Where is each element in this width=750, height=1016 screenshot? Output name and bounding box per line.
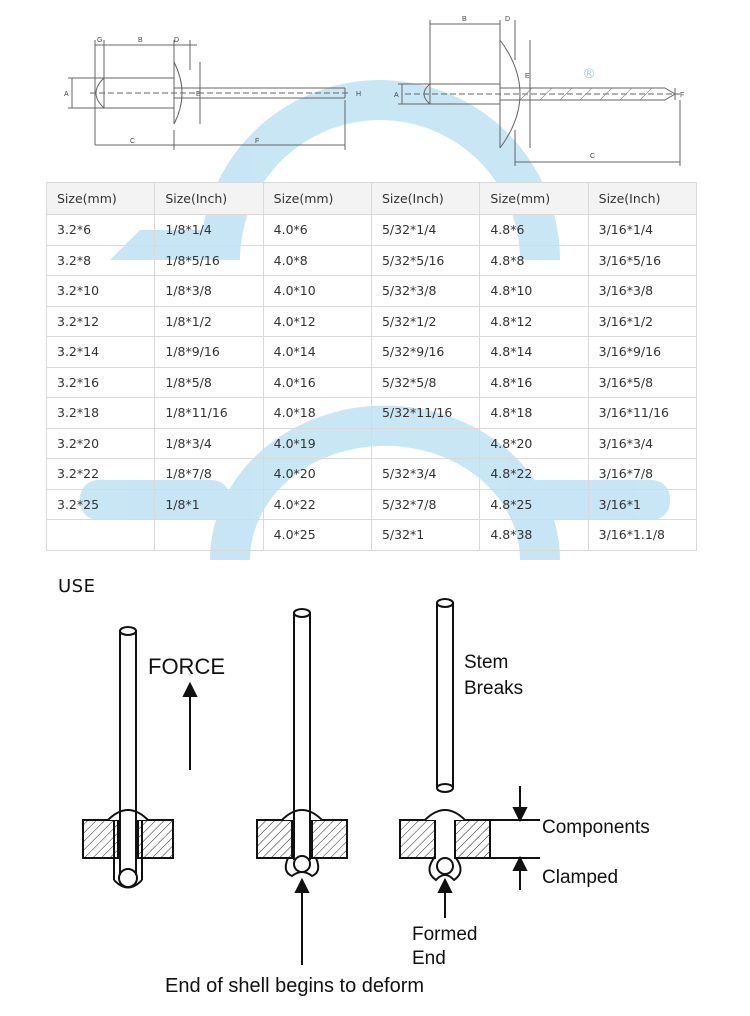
stem-breaks-label-line1: Stem xyxy=(464,652,509,673)
table-cell: 4.0*8 xyxy=(263,245,371,276)
table-cell: 1/8*5/8 xyxy=(155,367,263,398)
table-cell: 4.8*12 xyxy=(480,306,588,337)
table-cell: 3/16*1/4 xyxy=(588,215,696,246)
dim-label: G xyxy=(97,37,103,44)
table-header-row xyxy=(47,183,697,215)
table-cell: 1/8*1/4 xyxy=(155,215,263,246)
stage-2-rivet xyxy=(257,609,347,876)
deform-arrow xyxy=(296,880,308,965)
table-cell: 1/8*1/2 xyxy=(155,306,263,337)
table-cell: 3.2*14 xyxy=(47,337,155,368)
table-cell: 5/32*9/16 xyxy=(371,337,479,368)
table-cell: 3/16*9/16 xyxy=(588,337,696,368)
table-cell: 3.2*10 xyxy=(47,276,155,307)
table-cell: 5/32*3/4 xyxy=(371,459,479,490)
deform-caption: End of shell begins to deform xyxy=(165,975,425,997)
table-cell: 3.2*16 xyxy=(47,367,155,398)
rivet-dimension-drawings xyxy=(0,0,750,180)
table-cell: 4.0*6 xyxy=(263,215,371,246)
table-cell: 5/32*5/16 xyxy=(371,245,479,276)
table-cell: 5/32*1 xyxy=(371,520,479,551)
registered-mark: ® xyxy=(584,65,595,81)
table-cell: 1/8*11/16 xyxy=(155,398,263,429)
formed-end-arrow xyxy=(439,880,451,918)
table-cell: 1/8*1 xyxy=(155,489,263,520)
table-cell: 4.0*12 xyxy=(263,306,371,337)
dim-label: F xyxy=(255,138,260,145)
force-label: FORCE xyxy=(148,654,225,679)
formed-end-label-line1: Formed xyxy=(412,924,478,945)
table-row xyxy=(47,520,697,551)
table-cell: 4.0*10 xyxy=(263,276,371,307)
table-cell: 4.0*14 xyxy=(263,337,371,368)
table-row xyxy=(47,367,697,398)
table-cell: 5/32*3/8 xyxy=(371,276,479,307)
stage-3-rivet xyxy=(400,599,490,880)
table-cell: 4.8*8 xyxy=(480,245,588,276)
table-cell: 3/16*3/4 xyxy=(588,428,696,459)
table-cell: 4.8*14 xyxy=(480,337,588,368)
table-cell: 3/16*7/8 xyxy=(588,459,696,490)
table-row xyxy=(47,398,697,429)
open-end-labels xyxy=(64,37,361,145)
table-cell: 5/32*5/8 xyxy=(371,367,479,398)
table-cell: 3/16*5/16 xyxy=(588,245,696,276)
table-cell: 3.2*18 xyxy=(47,398,155,429)
table-cell: 3/16*3/8 xyxy=(588,276,696,307)
column-header: Size(mm) xyxy=(263,183,371,215)
dim-label: A xyxy=(394,92,399,99)
clamp-dimension xyxy=(490,786,540,890)
table-row xyxy=(47,306,697,337)
table-row xyxy=(47,428,697,459)
table-cell: 4.8*10 xyxy=(480,276,588,307)
dim-label: E xyxy=(196,91,201,98)
table-cell: 1/8*5/16 xyxy=(155,245,263,276)
table-cell: 3.2*25 xyxy=(47,489,155,520)
components-label: Components xyxy=(542,817,650,838)
table-cell: 4.8*38 xyxy=(480,520,588,551)
table-cell: 1/8*9/16 xyxy=(155,337,263,368)
table-cell: 4.8*22 xyxy=(480,459,588,490)
stem-breaks-label-line2: Breaks xyxy=(464,678,524,699)
table-cell: 4.0*22 xyxy=(263,489,371,520)
table-cell: 3/16*11/16 xyxy=(588,398,696,429)
column-header: Size(Inch) xyxy=(588,183,696,215)
table-cell: 1/8*3/4 xyxy=(155,428,263,459)
table-cell: 4.8*16 xyxy=(480,367,588,398)
open-end-rivet-drawing xyxy=(68,40,350,150)
dim-label: F xyxy=(680,92,685,99)
dim-label: H xyxy=(356,91,362,98)
table-body xyxy=(47,215,697,551)
table-cell: 4.8*20 xyxy=(480,428,588,459)
table-row xyxy=(47,276,697,307)
table-cell: 3/16*1/2 xyxy=(588,306,696,337)
table-cell: 1/8*7/8 xyxy=(155,459,263,490)
table-cell: 4.8*18 xyxy=(480,398,588,429)
table-cell xyxy=(371,428,479,459)
column-header: Size(mm) xyxy=(480,183,588,215)
table-cell: 4.0*18 xyxy=(263,398,371,429)
table-cell: 5/32*1/4 xyxy=(371,215,479,246)
table-cell: 5/32*11/16 xyxy=(371,398,479,429)
table-cell xyxy=(47,520,155,551)
table-cell: 4.0*19 xyxy=(263,428,371,459)
table-cell: 1/8*3/8 xyxy=(155,276,263,307)
dim-label: B xyxy=(462,16,467,23)
table-row xyxy=(47,337,697,368)
table-cell: 4.0*25 xyxy=(263,520,371,551)
table-cell: 3.2*8 xyxy=(47,245,155,276)
table-cell: 3.2*6 xyxy=(47,215,155,246)
table-row xyxy=(47,489,697,520)
dim-label: D xyxy=(174,37,180,44)
dim-label: A xyxy=(64,91,69,98)
dim-label: E xyxy=(525,73,530,80)
table-cell: 5/32*1/2 xyxy=(371,306,479,337)
table-cell: 5/32*7/8 xyxy=(371,489,479,520)
dim-label: D xyxy=(505,16,511,23)
table-cell: 3.2*22 xyxy=(47,459,155,490)
rivet-installation-diagram xyxy=(0,590,750,1016)
column-header: Size(Inch) xyxy=(155,183,263,215)
dim-label: C xyxy=(130,138,136,145)
large-flange-rivet-drawing xyxy=(398,20,680,166)
size-table xyxy=(46,182,697,551)
table-cell: 3.2*20 xyxy=(47,428,155,459)
column-header: Size(Inch) xyxy=(371,183,479,215)
force-arrow xyxy=(184,684,196,770)
table-cell: 4.8*25 xyxy=(480,489,588,520)
table-cell: 4.0*20 xyxy=(263,459,371,490)
formed-end-label-line2: End xyxy=(412,948,446,969)
dim-label: C xyxy=(590,153,596,160)
table-cell: 3/16*1.1/8 xyxy=(588,520,696,551)
table-cell: 4.0*16 xyxy=(263,367,371,398)
table-row xyxy=(47,245,697,276)
column-header: Size(mm) xyxy=(47,183,155,215)
table-cell: 4.8*6 xyxy=(480,215,588,246)
table-cell xyxy=(155,520,263,551)
table-cell: 3.2*12 xyxy=(47,306,155,337)
table-cell: 3/16*5/8 xyxy=(588,367,696,398)
table-row xyxy=(47,215,697,246)
use-heading: USE xyxy=(58,576,96,597)
table-cell: 3/16*1 xyxy=(588,489,696,520)
table-row xyxy=(47,459,697,490)
clamped-label: Clamped xyxy=(542,867,619,888)
dim-label: B xyxy=(138,37,143,44)
